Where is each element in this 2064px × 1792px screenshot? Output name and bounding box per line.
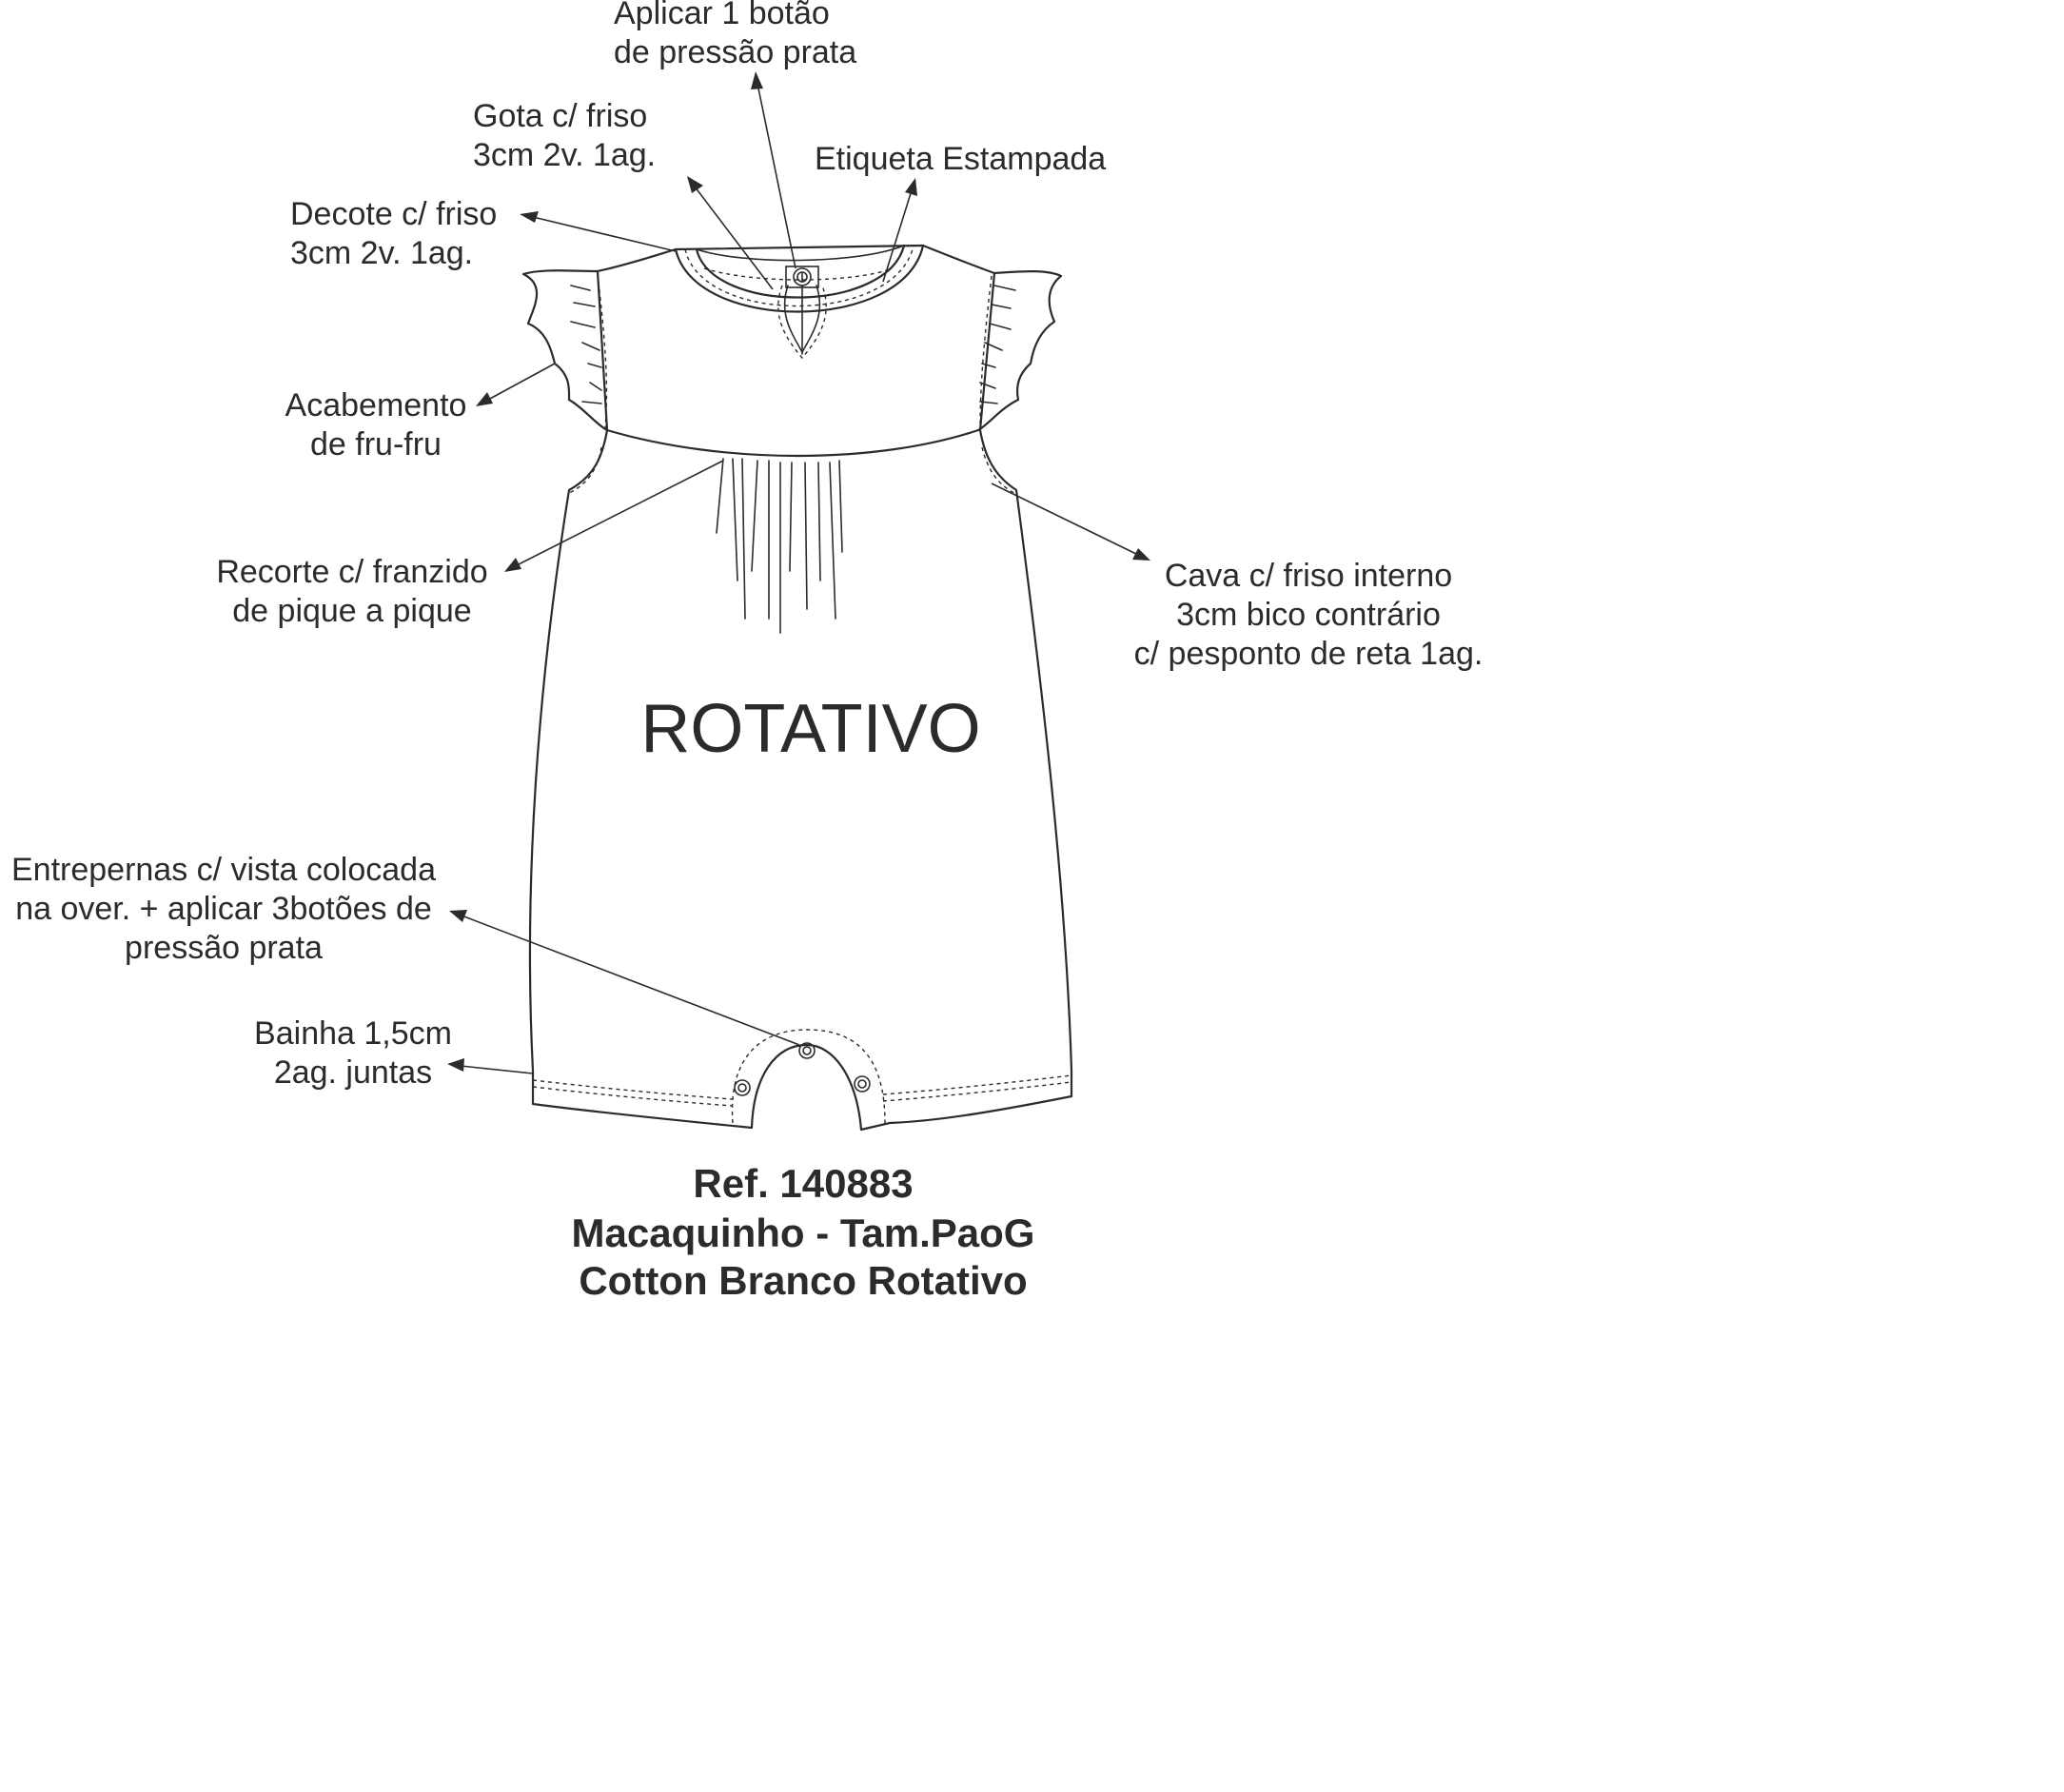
svg-text:3cm 2v. 1ag.: 3cm 2v. 1ag.: [290, 235, 474, 271]
svg-text:Aplicar 1 botão: Aplicar 1 botão: [614, 0, 830, 31]
svg-text:3cm 2v. 1ag.: 3cm 2v. 1ag.: [473, 137, 657, 173]
svg-text:c/ pesponto de reta 1ag.: c/ pesponto de reta 1ag.: [1133, 636, 1484, 672]
annotation-etiqueta: [815, 141, 1106, 177]
arrowhead-aplicar: [751, 71, 763, 89]
arrowhead-cava: [1132, 548, 1150, 561]
crotch-snap-right: [855, 1076, 870, 1092]
left-sleeve-gathers: [571, 286, 601, 404]
svg-text:de fru-fru: de fru-fru: [310, 426, 442, 463]
svg-text:Cava c/ friso interno: Cava c/ friso interno: [1164, 558, 1453, 594]
svg-text:Acabemento: Acabemento: [285, 387, 467, 423]
annotation-gota: [473, 98, 656, 173]
annotation-entrepernas: [11, 852, 436, 966]
reference-material: Cotton Branco Rotativo: [579, 1258, 1028, 1303]
neckline-outer: [676, 246, 923, 312]
yoke-seam: [607, 430, 978, 456]
arrowhead-gota: [687, 176, 703, 193]
garment-print-text: ROTATIVO: [640, 691, 981, 767]
annotation-bainha: [254, 1015, 452, 1091]
annotation-cava: [1134, 558, 1484, 672]
svg-text:de pressão prata: de pressão prata: [614, 34, 857, 70]
left-flutter-sleeve: [523, 270, 607, 430]
svg-text:de pique a pique: de pique a pique: [232, 593, 472, 629]
garment-drawing: [523, 246, 1071, 1130]
crotch-snap-left: [735, 1080, 750, 1095]
arrowhead-recorte: [504, 558, 521, 572]
annotation-acabamento: [285, 387, 467, 463]
svg-text:Recorte c/ franzido: Recorte c/ franzido: [216, 554, 488, 590]
reference-number: Ref. 140883: [693, 1161, 914, 1206]
svg-text:2ag. juntas: 2ag. juntas: [273, 1054, 433, 1091]
left-hem-stitch: [533, 1080, 733, 1099]
svg-text:Gota c/ friso: Gota c/ friso: [473, 98, 648, 134]
right-hem-stitch-2: [883, 1082, 1071, 1101]
arrowhead-entrepernas: [449, 910, 467, 922]
svg-text:pressão prata: pressão prata: [125, 930, 323, 966]
arrowhead-acabamento: [476, 392, 493, 406]
reference-product: Macaquinho - Tam.PaoG: [571, 1211, 1035, 1255]
svg-text:3cm bico contrário: 3cm bico contrário: [1176, 597, 1441, 633]
right-flutter-sleeve: [978, 271, 1061, 430]
leader-lines: [447, 71, 1150, 1073]
svg-text:Decote c/ friso: Decote c/ friso: [290, 196, 498, 232]
reference-block: [572, 1161, 1035, 1303]
gathering-lines: [717, 459, 842, 633]
annotation-aplicar-botao: [614, 0, 856, 70]
annotation-recorte: [216, 554, 487, 629]
annotation-decote: [290, 196, 497, 271]
arrowhead-etiqueta: [905, 178, 917, 196]
svg-text:na over. + aplicar 3botões de: na over. + aplicar 3botões de: [15, 891, 432, 927]
right-sleeve-gathers: [980, 286, 1015, 404]
svg-text:Etiqueta Estampada: Etiqueta Estampada: [815, 141, 1107, 177]
arrowhead-decote: [520, 211, 539, 223]
svg-text:Entrepernas c/ vista colocada: Entrepernas c/ vista colocada: [10, 852, 437, 888]
body-outline: [530, 246, 1071, 1130]
arrowhead-bainha: [447, 1058, 464, 1072]
svg-text:Bainha 1,5cm: Bainha 1,5cm: [254, 1015, 452, 1052]
